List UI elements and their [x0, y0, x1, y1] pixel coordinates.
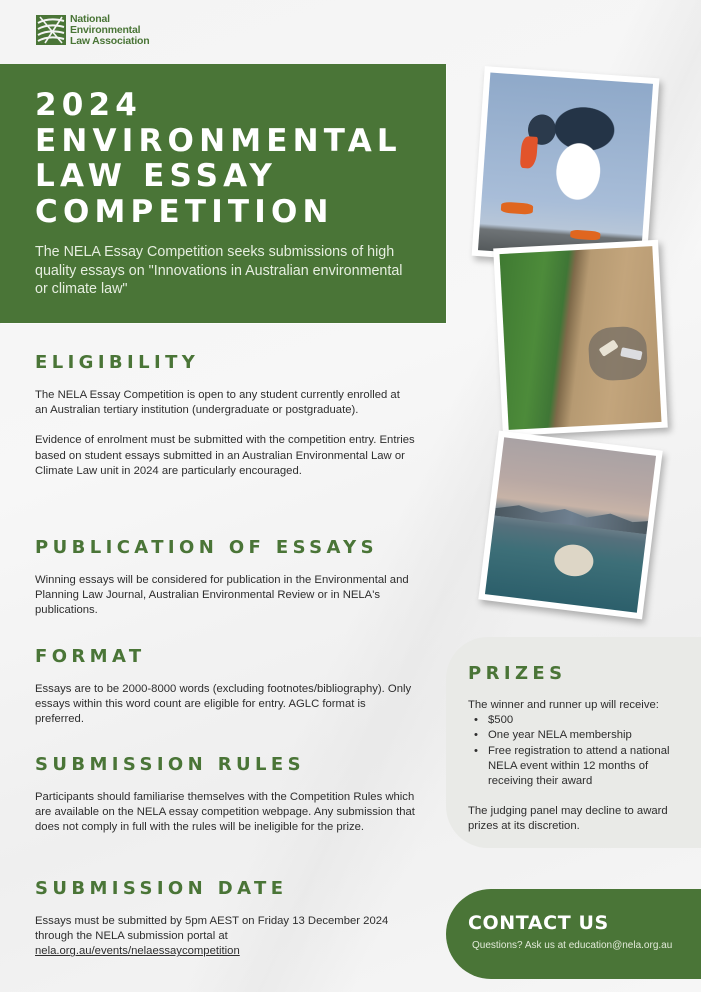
- submission-date-paragraph: [35, 914, 415, 960]
- mountains-shape: [495, 497, 649, 534]
- puffin-foot-shape: [500, 202, 533, 215]
- prizes-panel: [446, 637, 701, 848]
- deforestation-image: [499, 246, 661, 430]
- format-section: [35, 646, 415, 728]
- submission-date-section: [35, 878, 415, 960]
- logo-line: National: [70, 12, 110, 25]
- prize-item: • Free registration to attend a national NELA event within 12 months of receiving their award: [474, 744, 691, 790]
- format-paragraph: Essays are to be 2000-8000 words (excluding footnotes/bibliography). Only essays within this word count are eligible for entry. AGLC format is preferred.: [35, 683, 412, 726]
- submission-rules-heading: SUBMISSION RULES: [35, 754, 305, 775]
- page-title: [35, 88, 426, 230]
- submission-date-heading: SUBMISSION DATE: [35, 878, 288, 899]
- prize-item: • One year NELA membership: [474, 728, 691, 743]
- title-line: 2024: [35, 87, 143, 123]
- puffin-beak-shape: [520, 135, 538, 168]
- eligibility-section: [35, 352, 415, 479]
- eligibility-heading: ELIGIBILITY: [35, 352, 200, 373]
- format-heading: FORMAT: [35, 646, 146, 667]
- prizes-list: [468, 713, 691, 789]
- deforestation-photo: [493, 240, 668, 436]
- title-line: COMPETITION: [35, 193, 334, 230]
- submission-date-text: Essays must be submitted by 5pm AEST on Friday 13 December 2024 through the NELA submission portal at: [35, 915, 389, 943]
- publication-heading: PUBLICATION OF ESSAYS: [35, 537, 378, 558]
- hero-banner: [0, 64, 446, 323]
- nela-logo: [35, 13, 149, 47]
- submission-rules-section: [35, 754, 415, 836]
- prizes-heading: PRIZES: [468, 663, 567, 684]
- submission-rules-paragraph: Participants should familiarise themselves with the Competition Rules which are available on the NELA essay competition webpage. Any submission that does not comply in full with the rules will be ineligible for the prize.: [35, 791, 415, 834]
- logo-line: Environmental: [70, 23, 141, 36]
- eligibility-paragraph: The NELA Essay Competition is open to any student currently enrolled at an Australian tertiary institution (undergraduate or postgraduate).: [35, 389, 400, 417]
- logo-wordmark: [70, 14, 149, 47]
- publication-section: [35, 537, 415, 619]
- contact-email-text[interactable]: Questions? Ask us at education@nela.org.au: [472, 940, 673, 951]
- prizes-intro: The winner and runner up will receive:: [468, 699, 659, 711]
- polar-bear-image: [485, 437, 656, 612]
- hero-subtitle: The NELA Essay Competition seeks submissions of high quality essays on "Innovations in Australian environmental or climate law": [35, 244, 403, 297]
- contact-heading: CONTACT US: [468, 912, 609, 934]
- polar-bear-photo: [478, 431, 662, 620]
- publication-paragraph: Winning essays will be considered for publication in the Environmental and Planning Law Journal, Australian Environmental Review or in NELA's publications.: [35, 574, 409, 617]
- eligibility-paragraph: Evidence of enrolment must be submitted with the competition entry. Entries based on student essays submitted in an Australian Environmental Law or Climate Law unit in 2024 are particularly encouraged.: [35, 434, 415, 477]
- puffin-foot-shape: [570, 230, 600, 241]
- puffin-image: [478, 73, 653, 262]
- submission-portal-link[interactable]: nela.org.au/events/nelaessaycompetition: [35, 945, 240, 958]
- prizes-note: The judging panel may decline to award prizes at its discretion.: [468, 805, 668, 833]
- contact-panel: [446, 889, 701, 979]
- prize-item: • $500: [474, 713, 691, 728]
- title-line: LAW ESSAY: [35, 158, 278, 194]
- puffin-photo: [472, 66, 660, 268]
- title-line: ENVIRONMENTAL: [35, 122, 402, 159]
- nela-leaf-logo-icon: [35, 13, 67, 47]
- logo-line: Law Association: [70, 34, 150, 47]
